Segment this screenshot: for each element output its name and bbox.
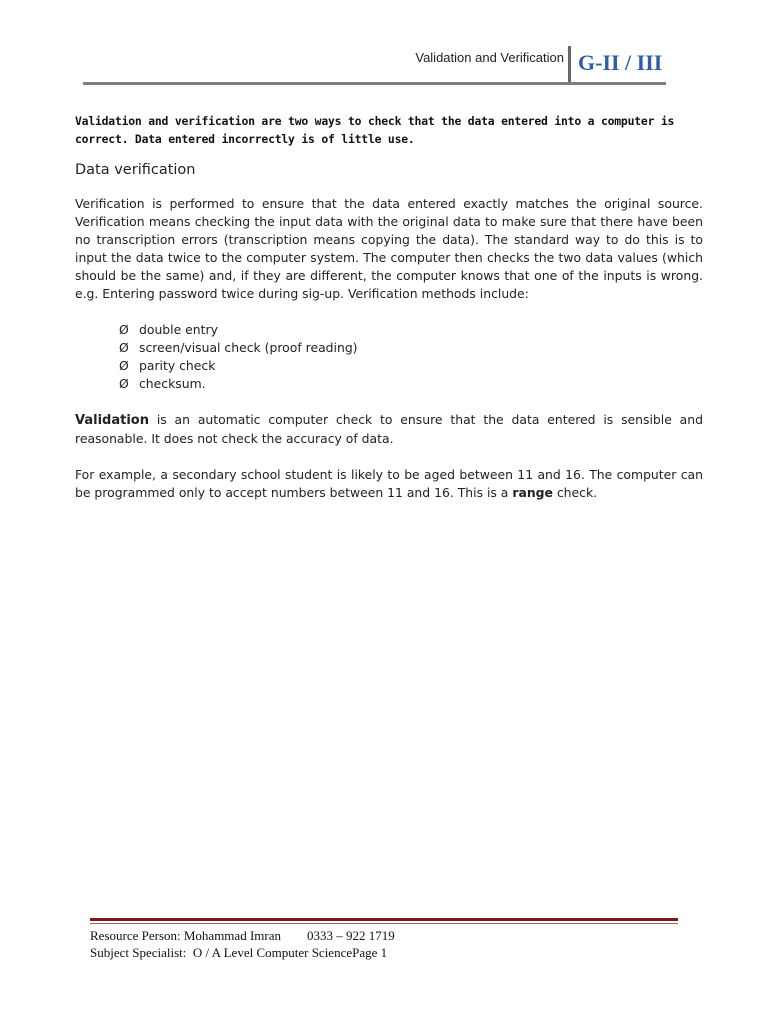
footer-subject-specialist: Subject Specialist: O / A Level Computer SciencePage 1 [90, 945, 388, 960]
bullet-arrow-icon: Ø [119, 340, 129, 355]
intro-paragraph: Validation and verification are two ways to check that the data entered into a computer is correct. Data entered incorrectly is of little use. [75, 114, 675, 146]
header-rule [83, 82, 666, 85]
footer-rule [90, 918, 678, 921]
header-title: Validation and Verification [415, 50, 564, 65]
header-grade: G-II / III [578, 50, 663, 75]
verification-methods-list [75, 321, 703, 393]
range-term: range [512, 485, 553, 500]
example-text-after: check. [552, 485, 598, 500]
validation-example-paragraph [75, 466, 703, 502]
footer-rule-thin [90, 923, 678, 924]
list-item-label: parity check [139, 358, 216, 373]
page-footer [90, 927, 395, 961]
bullet-arrow-icon: Ø [119, 358, 129, 373]
verification-paragraph: Verification is performed to ensure that the data entered exactly matches the original source. Verification means checking the input data with the original data to make sure that there have been no transcription errors (transcription means copying the data). The standard way to do this is to input the data twice to the computer system. The computer then checks the two data values (which should be the same) and, if they are different, the computer knows that one of the inputs is wrong. e.g. Entering password twice during sig-up. Verification methods include: [75, 196, 703, 301]
validation-term: Validation [75, 413, 149, 428]
list-item-label: screen/visual check (proof reading) [139, 340, 358, 355]
section-heading-verification: Data verification [75, 162, 196, 178]
list-item [119, 375, 703, 393]
list-item [119, 357, 703, 375]
list-item [119, 339, 703, 357]
validation-definition: is an automatic computer check to ensure that the data entered is sensible and reasonable. It does not check the accuracy of data. [75, 412, 703, 446]
page-header [0, 0, 768, 90]
footer-resource-person: Resource Person: Mohammad Imran 0333 – 922 1719 [90, 928, 395, 943]
page-content [75, 112, 703, 520]
header-divider [568, 46, 571, 84]
bullet-arrow-icon: Ø [119, 322, 129, 337]
example-text-before: For example, a secondary school student is likely to be aged between 11 and 16. The computer can be programmed only to accept numbers between 11 and 16. This is a [75, 467, 703, 500]
validation-paragraph [75, 411, 703, 448]
list-item [119, 321, 703, 339]
bullet-arrow-icon: Ø [119, 376, 129, 391]
list-item-label: double entry [139, 322, 218, 337]
list-item-label: checksum. [139, 376, 206, 391]
